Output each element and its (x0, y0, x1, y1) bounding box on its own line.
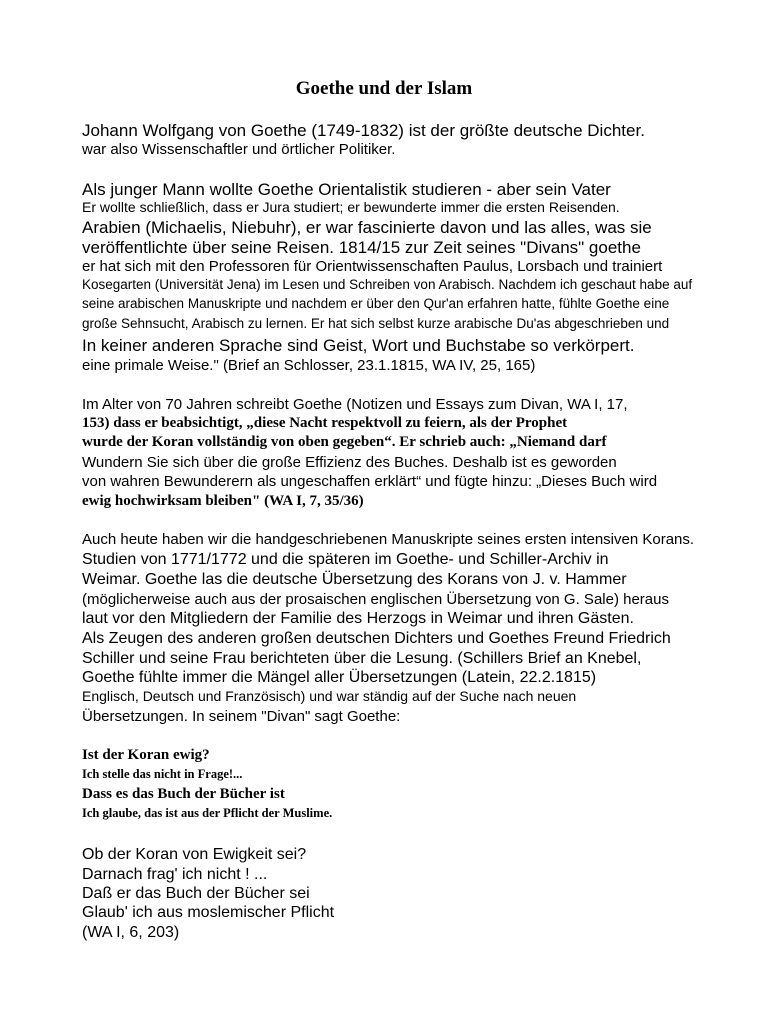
text-line: 153) dass er beabsichtigt, „diese Nacht respektvoll zu feiern, als der Prophet (82, 415, 568, 431)
poem-line: Glaub' ich aus moslemischer Pflicht (82, 904, 335, 921)
text-line: eine primale Weise." (Brief an Schlosser, 23.1.1815, WA IV, 25, 165) (82, 357, 536, 374)
text-line: Als Zeugen des anderen großen deutschen Dichters und Goethes Freund Friedrich (82, 630, 671, 647)
text-line: Schiller und seine Frau berichteten über die Lesung. (Schillers Brief an Knebel, (82, 650, 642, 667)
text-line: Übersetzungen. In seinem "Divan" sagt Goethe: (82, 708, 401, 725)
poem-line: Ob der Koran von Ewigkeit sei? (82, 846, 307, 863)
text-line: Als junger Mann wollte Goethe Orientalistik studieren - aber sein Vater (82, 180, 611, 199)
text-line: Kosegarten (Universität Jena) im Lesen und Schreiben von Arabisch. Nachdem ich geschaut habe auf (82, 277, 693, 292)
text-line: ewig hochwirksam bleiben" (WA I, 7, 35/36) (82, 493, 364, 509)
citation: (WA I, 6, 203) (82, 924, 180, 941)
poem-line: Ich glaube, das ist aus der Pflicht der Muslime. (82, 806, 333, 820)
text-line: (möglicherweise auch aus der prosaischen englischen Übersetzung von G. Sale) heraus (82, 591, 669, 608)
text-line: Arabien (Michaelis, Niebuhr), er war fascinierte davon und las alles, was sie (82, 218, 652, 237)
text-line: veröffentlichte über seine Reisen. 1814/15 zur Zeit seines "Divans" goethe (82, 238, 641, 257)
text-line: er hat sich mit den Professoren für Orientwissenschaften Paulus, Lorsbach und trainiert (82, 258, 663, 275)
page-title: Goethe und der Islam (295, 78, 473, 99)
text-line: Wundern Sie sich über die große Effizienz des Buches. Deshalb ist es geworden (82, 454, 617, 471)
text-line: wurde der Koran vollständig von oben gegeben“. Er schrieb auch: „Niemand darf (82, 434, 607, 450)
poem-line: Dass es das Buch der Bücher ist (82, 786, 285, 802)
text-line: Im Alter von 70 Jahren schreibt Goethe (Notizen und Essays zum Divan, WA I, 17, (82, 396, 628, 413)
poem-line: Darnach frag' ich nicht ! ... (82, 866, 268, 883)
text-line: Weimar. Goethe las die deutsche Übersetzung des Korans von J. v. Hammer (82, 571, 627, 588)
text-line: war also Wissenschaftler und örtlicher Politiker. (82, 141, 396, 158)
text-line: Auch heute haben wir die handgeschriebenen Manuskripte seines ersten intensiven Korans. (82, 531, 695, 548)
poem-line: Ist der Koran ewig? (82, 747, 210, 763)
text-line: seine arabischen Manuskripte und nachdem er über den Qur'an erfahren hatte, fühlte Goethe eine (82, 296, 670, 311)
text-line: Er wollte schließlich, dass er Jura studiert; er bewunderte immer die ersten Reisenden. (82, 199, 620, 215)
text-line: große Sehnsucht, Arabisch zu lernen. Er hat sich selbst kurze arabische Du'as abgeschrieben und (82, 316, 670, 331)
poem-line: Daß er das Buch der Bücher sei (82, 885, 310, 902)
text-line: Studien von 1771/1772 und die späteren im Goethe- und Schiller-Archiv in (82, 551, 609, 568)
text-line: Johann Wolfgang von Goethe (1749-1832) ist der größte deutsche Dichter. (82, 121, 645, 140)
text-line: laut vor den Mitgliedern der Familie des Herzogs in Weimar und ihren Gästen. (82, 610, 634, 627)
text-line: Englisch, Deutsch und Französisch) und war ständig auf der Suche nach neuen (82, 688, 577, 704)
poem-line: Ich stelle das nicht in Frage!... (82, 767, 243, 781)
text-line: Goethe fühlte immer die Mängel aller Übersetzungen (Latein, 22.2.1815) (82, 669, 597, 686)
text-line: In keiner anderen Sprache sind Geist, Wort und Buchstabe so verkörpert. (82, 336, 635, 355)
text-line: von wahren Bewunderern als ungeschaffen erklärt“ und fügte hinzu: „Dieses Buch wird (82, 473, 658, 490)
